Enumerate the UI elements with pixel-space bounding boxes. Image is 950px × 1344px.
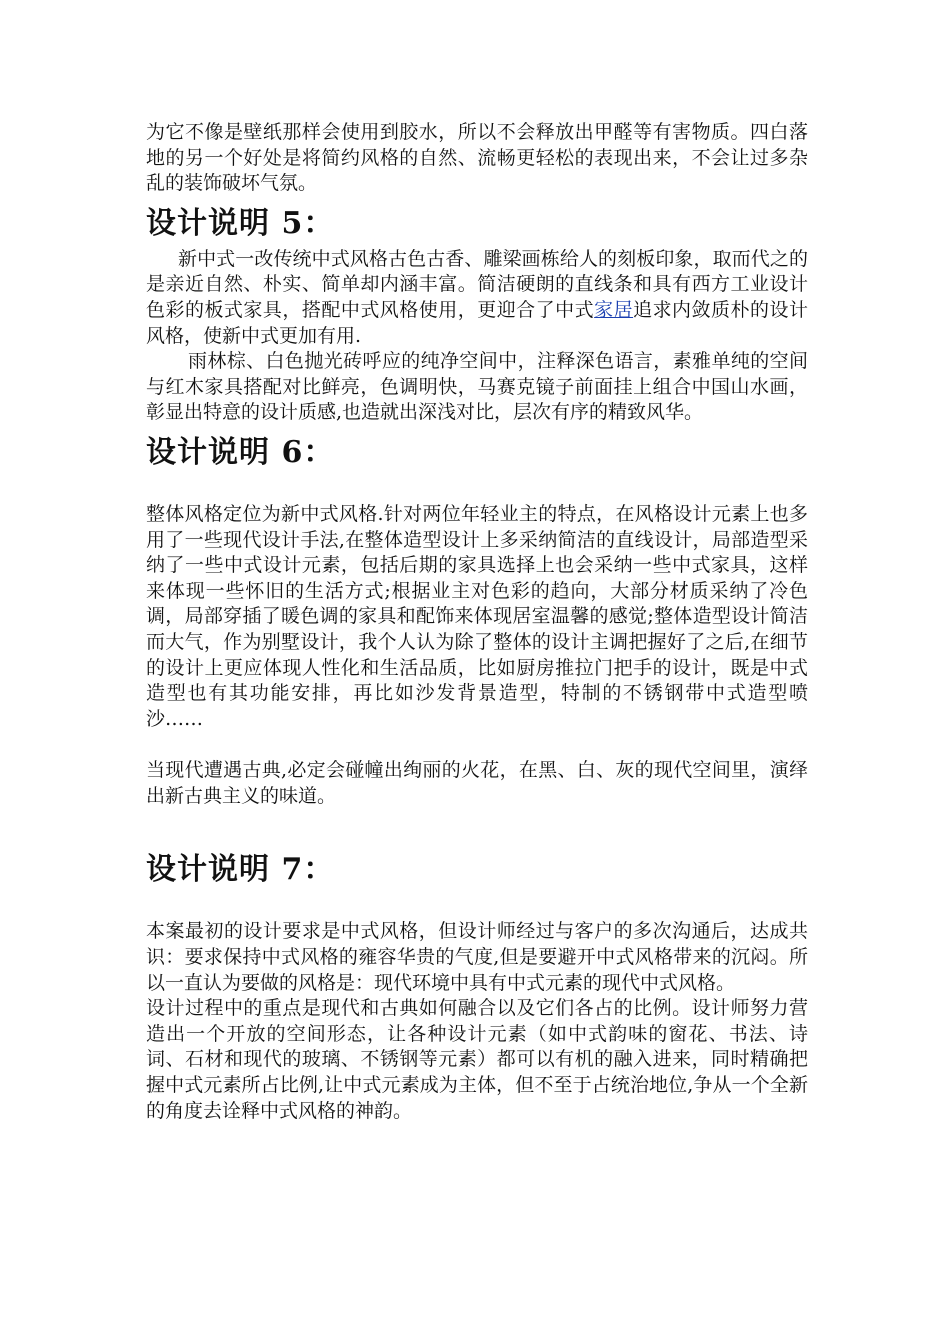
- section-5-paragraph-1-text-a: 新中式一改传统中式风格古色古香、雕梁画栋给人的刻板印象，取而代之的是亲近自然、朴实、简单却内涵丰富。简洁硬朗的直线条和具有西方工业设计色彩的板式家具，搭配中式风格使用，更迎合了中式: [146, 247, 808, 321]
- section-6-paragraph-1: 整体风格定位为新中式风格.针对两位年轻业主的特点，在风格设计元素上也多用了一些现代设计手法,在整体造型设计上多采纳简洁的直线设计，局部造型采纳了一些中式设计元素，包括后期的家具选择上也会采纳一些中式家具，这样来体现一些怀旧的生活方式;根据业主对色彩的趋向，大部分材质采纳了冷色调，局部穿插了暖色调的家具和配饰来体现居室温馨的感觉;整体造型设计简洁而大气，作为别墅设计，我个人认为除了整体的设计主调把握好了之后,在细节的设计上更应体现人性化和生活品质，比如厨房推拉门把手的设计，既是中式造型也有其功能安排，再比如沙发背景造型，特制的不锈钢带中式造型喷沙……: [146, 502, 808, 730]
- section-7-paragraph-2: 设计过程中的重点是现代和古典如何融合以及它们各占的比例。设计师努力营造出一个开放的空间形态，让各种设计元素（如中式韵味的窗花、书法、诗词、石材和现代的玻璃、不锈钢等元素）都可以有机的融入进来，同时精确把握中式元素所占比例,让中式元素成为主体，但不至于占统治地位,争从一个全新的角度去诠释中式风格的神韵。: [146, 997, 808, 1122]
- intro-paragraph: 为它不像是壁纸那样会使用到胶水，所以不会释放出甲醛等有害物质。四白落地的另一个好处是将简约风格的自然、流畅更轻松的表现出来，不会让过多杂乱的装饰破坏气氛。: [146, 121, 808, 195]
- spacer: [146, 893, 808, 919]
- section-6-paragraph-2: 当现代遭遇古典,必定会碰幢出绚丽的火花，在黑、白、灰的现代空间里，演绎出新古典主义的味道。: [146, 759, 808, 807]
- spacer: [146, 809, 808, 843]
- document-page: [146, 120, 808, 1124]
- spacer: [146, 476, 808, 502]
- section-7-heading: 设计说明 7：: [146, 852, 335, 888]
- section-6-heading: 设计说明 6：: [146, 434, 335, 470]
- home-furnishing-link[interactable]: 家居: [594, 298, 634, 321]
- spacer: [146, 732, 808, 758]
- section-5-paragraph-1: [146, 247, 808, 349]
- section-5-paragraph-1-text-b: 追求内敛质朴的设计风格，使新中式更加有用.: [146, 298, 808, 347]
- section-5-paragraph-2: 雨林棕、白色抛光砖呼应的纯净空间中，注释深色语言，素雅单纯的空间与红木家具搭配对比鲜亮，色调明快，马赛克镜子前面挂上组合中国山水画，彰显出特意的设计质感,也造就出深浅对比，层次有序的精致风华。: [146, 350, 808, 424]
- section-5-heading: 设计说明 5：: [146, 205, 335, 241]
- section-7-paragraph-1: 本案最初的设计要求是中式风格，但设计师经过与客户的多次沟通后，达成共识：要求保持中式风格的雍容华贵的气度,但是要避开中式风格带来的沉闷。所以一直认为要做的风格是：现代环境中具有中式元素的现代中式风格。: [146, 920, 808, 994]
